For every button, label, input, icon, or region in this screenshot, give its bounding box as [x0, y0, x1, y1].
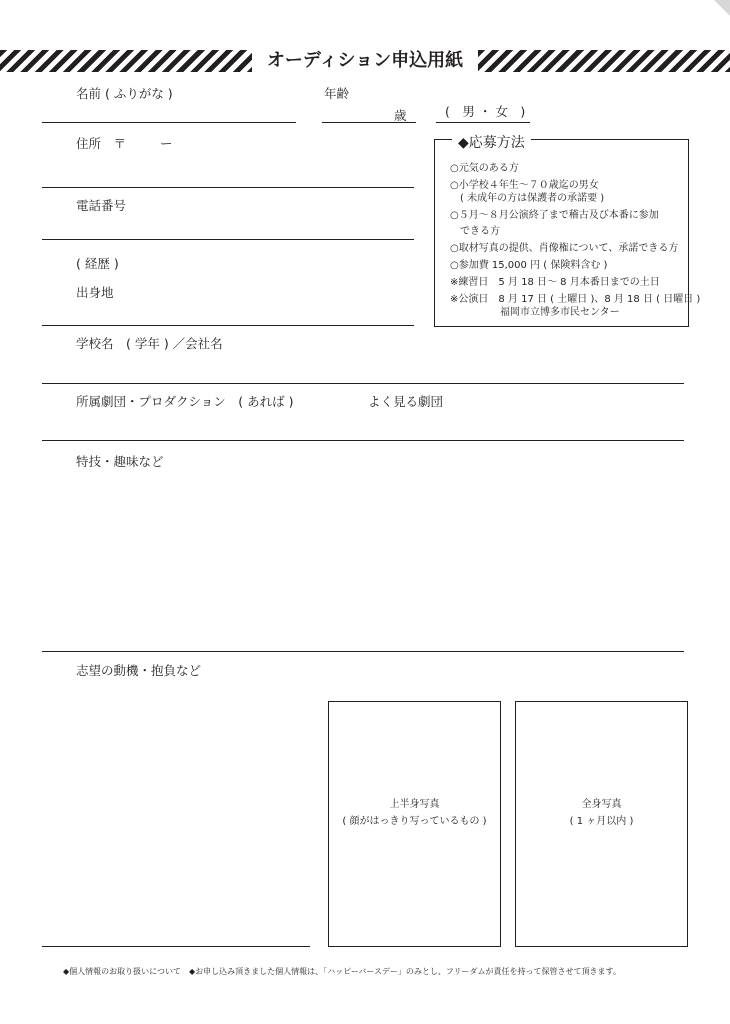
affiliation-field[interactable] [42, 440, 684, 441]
howto-line: ○元気のある方 [450, 163, 519, 174]
upper-photo-label: 上半身写真 [389, 799, 440, 810]
favorite-troupe-label: よく見る劇団 [368, 394, 444, 409]
school-field[interactable] [42, 383, 684, 384]
howto-line: ○取材写真の提供、肖像権について、承諾できる方 [450, 243, 679, 254]
howto-line: ○参加費 15,000 円 ( 保険料含む ) [450, 260, 608, 271]
motivation-label: 志望の動機・抱負など [76, 663, 202, 678]
right-stripe-band [478, 50, 730, 72]
full-photo-note: ( 1 ヶ月以内 ) [569, 816, 634, 827]
howto-line: ○小学校４年生～７０歳迄の男女 [450, 180, 599, 191]
howto-line: ( 未成年の方は保護者の承諾要 ) [450, 193, 605, 204]
skills-field[interactable] [42, 651, 684, 652]
howto-line: 福岡市立博多市民センター [450, 307, 620, 318]
form-title: オーディション申込用紙 [252, 49, 478, 73]
gender-underline [436, 122, 530, 123]
career-label: ( 経歴 ) [76, 256, 119, 271]
address-field[interactable] [42, 187, 414, 188]
howto-line: ○５月～８月公演終了まで稽古及び本番に参加 [450, 210, 659, 221]
age-field[interactable] [322, 122, 416, 123]
school-label: 学校名 ( 学年 ) ／会社名 [76, 336, 223, 351]
privacy-note: ◆個人情報のお取り扱いについて ◆お申し込み頂きました個人情報は、「ハッピーバースデー」のみとし、フリーダムが責任を持って保管させて頂きます。 [63, 967, 621, 976]
corner-mark [714, 0, 730, 16]
postal-dash: ー [160, 136, 173, 151]
phone-label: 電話番号 [76, 198, 127, 213]
motivation-field[interactable] [42, 946, 310, 947]
address-label: 住所 〒 [76, 136, 127, 151]
affiliation-label: 所属劇団・プロダクション ( あれば ) [76, 394, 294, 409]
name-label: 名前 ( ふりがな ) [76, 86, 173, 101]
howto-line: ※練習日 5 月 18 日～ 8 月本番日までの土日 [450, 277, 660, 288]
age-unit: 歳 [394, 108, 407, 123]
full-body-photo-box[interactable] [515, 701, 688, 947]
full-photo-label: 全身写真 [581, 799, 622, 810]
phone-field[interactable] [42, 239, 414, 240]
gender-selector[interactable]: ( 男 ・ 女 ) [445, 104, 526, 119]
age-label: 年齢 [324, 86, 350, 101]
upper-photo-note: ( 顔がはっきり写っているもの ) [342, 816, 487, 827]
howto-line: ※公演日 8 月 17 日 ( 土曜日 )、8 月 18 日 ( 日曜日 ) [450, 294, 701, 305]
birthplace-label: 出身地 [76, 285, 114, 300]
career-field[interactable] [42, 325, 414, 326]
left-stripe-band [0, 50, 258, 72]
howto-line: できる方 [450, 226, 500, 237]
upper-body-photo-box[interactable] [328, 701, 501, 947]
skills-label: 特技・趣味など [76, 454, 164, 469]
howto-title: ◆応募方法 [452, 132, 531, 152]
name-field[interactable] [42, 122, 296, 123]
